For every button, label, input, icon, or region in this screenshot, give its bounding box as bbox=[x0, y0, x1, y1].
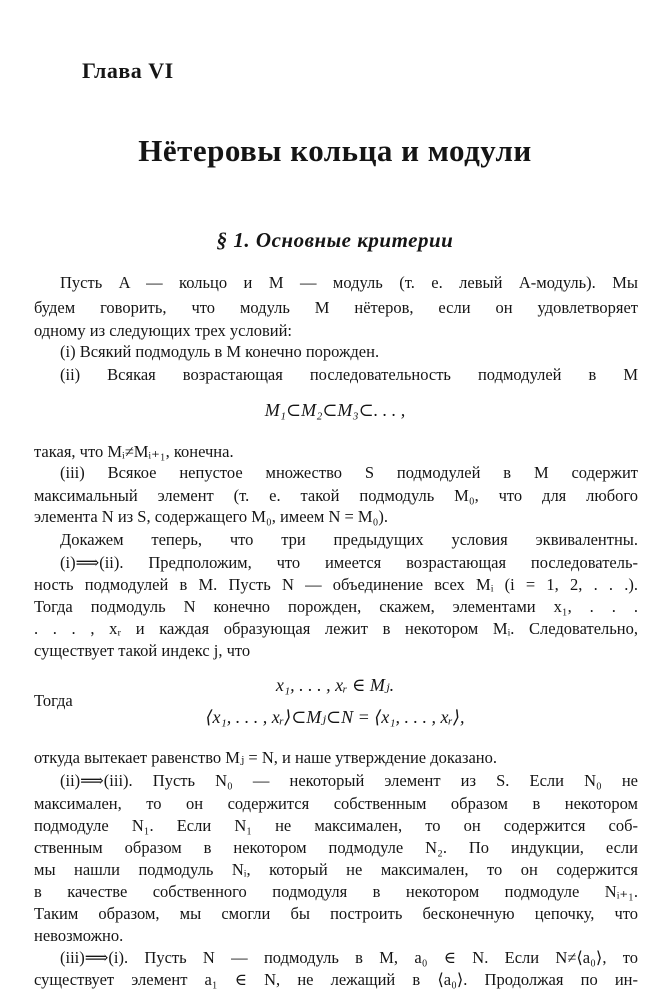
chapter-heading: Глава VI bbox=[82, 58, 174, 83]
text-line: Тогда bbox=[34, 691, 73, 710]
text-line: откуда вытекает равенство Mⱼ = N, и наше утверждение доказано. bbox=[34, 748, 497, 767]
text-line: (i)⟹(ii). Предположим, что имеется возрастающая последователь- bbox=[60, 553, 638, 572]
text-line: существует такой индекс j, что bbox=[34, 641, 251, 660]
text-line: такая, что Mᵢ≠Mᵢ₊₁, конечна. bbox=[34, 442, 234, 461]
text-line: (ii) Всякая возрастающая последовательность подмодулей в M bbox=[60, 365, 638, 384]
section-heading: § 1. Основные критерии bbox=[216, 228, 454, 252]
formula-chain: M₁⊂M₂⊂M₃⊂. . . , bbox=[264, 400, 406, 420]
text-line: (iii)⟹(i). Пусть N — подмодуль в M, a₀ ∈ N. Если N≠⟨a₀⟩, то bbox=[60, 948, 638, 967]
text-line: Тогда подмодуль N конечно порожден, скажем, элементами x₁, . . . bbox=[34, 597, 638, 616]
text-line: максимальный элемент (т. е. такой подмодуль M₀, что для любого bbox=[34, 486, 638, 505]
text-line: (i) Всякий подмодуль в M конечно порожден. bbox=[60, 342, 380, 361]
text-line: . . . , xᵣ и каждая образующая лежит в некотором Mᵢ. Следовательно, bbox=[34, 619, 638, 638]
text-line: ственным образом в некотором подмодуле N₂. По индукции, если bbox=[34, 838, 638, 857]
text-line: Пусть A — кольцо и M — модуль (т. е. левый A-модуль). Мы bbox=[60, 273, 638, 292]
text-line: (iii) Всякое непустое множество S подмодулей в M содержит bbox=[60, 463, 638, 482]
formula-inclusion: ⟨x₁, . . . , xᵣ⟩⊂Mⱼ⊂N = ⟨x₁, . . . , xᵣ⟩, bbox=[205, 707, 465, 727]
formula-membership: x₁, . . . , xᵣ ∈ Mⱼ. bbox=[275, 675, 395, 695]
text-line: Таким образом, мы смогли бы построить бесконечную цепочку, что bbox=[34, 904, 638, 923]
text-line: подмодуле N₁. Если N₁ не максимален, то он содержится соб- bbox=[34, 816, 638, 835]
text-line: одному из следующих трех условий: bbox=[34, 321, 293, 340]
text-line: будем говорить, что модуль M нётеров, если он удовлетворяет bbox=[34, 298, 638, 317]
text-line: (ii)⟹(iii). Пусть N₀ — некоторый элемент из S. Если N₀ не bbox=[60, 771, 638, 790]
text-line: существует элемент a₁ ∈ N, не лежащий в ⟨a₀⟩. Продолжая по ин- bbox=[34, 970, 638, 989]
chapter-title: Нётеровы кольца и модули bbox=[138, 133, 532, 168]
text-line: Докажем теперь, что три предыдущих условия эквивалентны. bbox=[60, 530, 638, 549]
text-line: элемента N из S, содержащего M₀, имеем N = M₀). bbox=[34, 507, 388, 526]
text-line: максимален, то он содержится собственным образом в некотором bbox=[34, 794, 638, 813]
text-line: ность подмодулей в M. Пусть N — объединение всех Mᵢ (i = 1, 2, . . .). bbox=[34, 575, 638, 594]
text-line: невозможно. bbox=[34, 926, 124, 945]
text-line: в качестве собственного подмодуля в некотором подмодуле Nᵢ₊₁. bbox=[34, 882, 638, 901]
text-line: мы нашли подмодуль Nᵢ, который не максимален, то он содержится bbox=[34, 860, 638, 879]
